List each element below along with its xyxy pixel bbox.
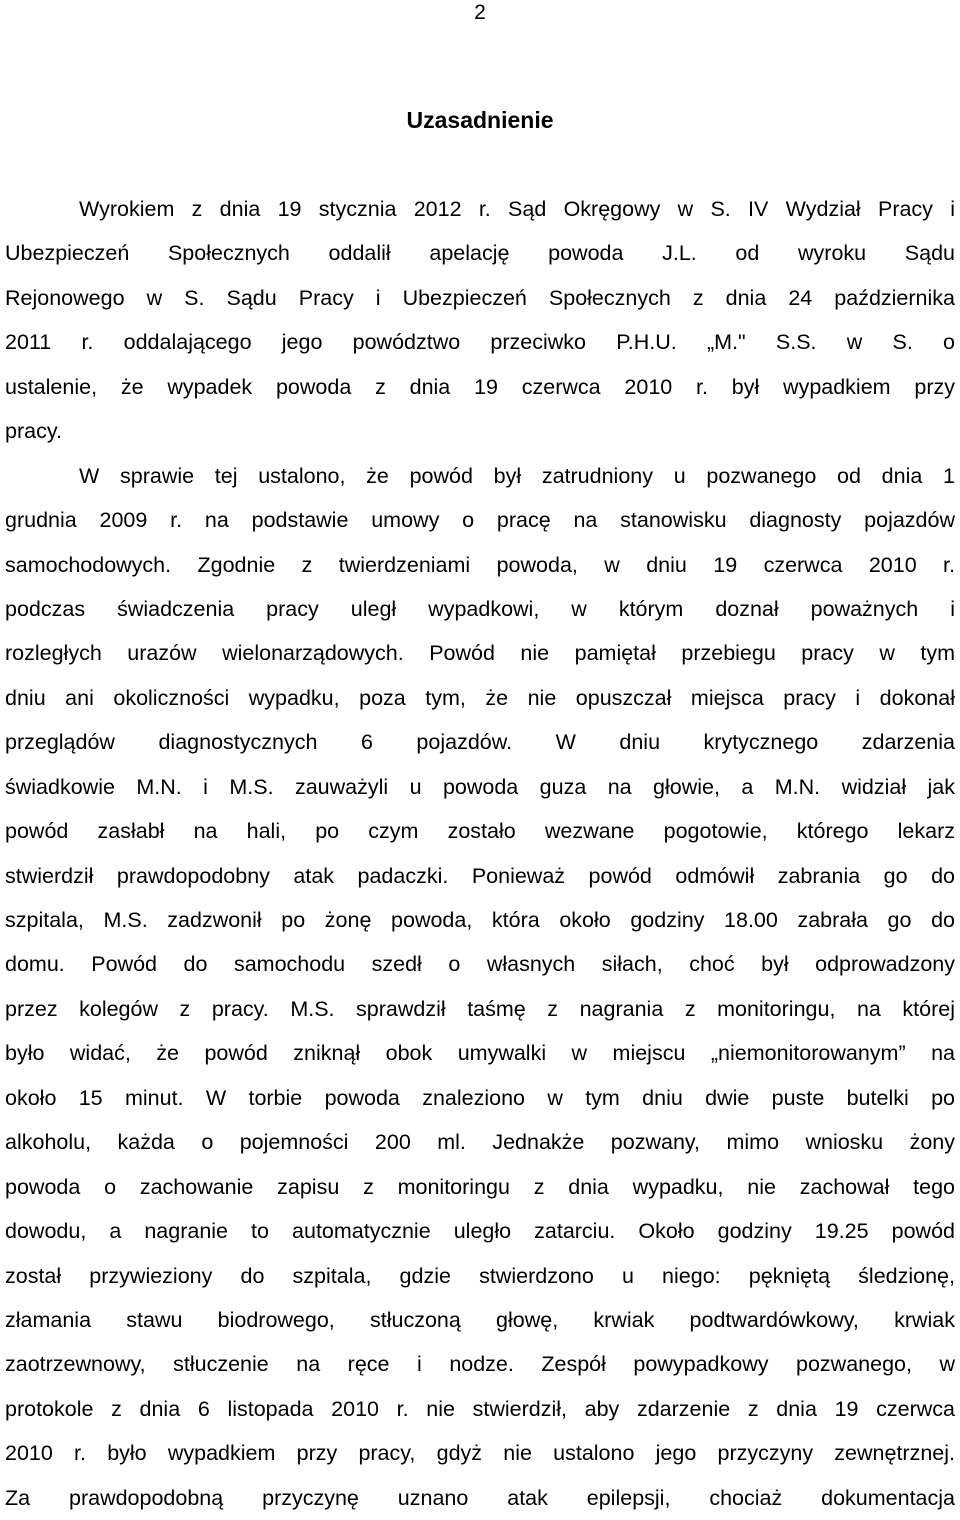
- text-line: Za prawdopodobną przyczynę uznano atak epilepsji, chociaż dokumentacja: [5, 1485, 955, 1510]
- text-line: samochodowych. Zgodnie z twierdzeniami powoda, w dniu 19 czerwca 2010 r.: [5, 552, 955, 577]
- text-line: domu. Powód do samochodu szedł o własnych siłach, choć był odprowadzony: [5, 952, 955, 977]
- text-line: Wyrokiem z dnia 19 stycznia 2012 r. Sąd Okręgowy w S. IV Wydział Pracy i: [79, 197, 955, 221]
- text-line: 2011 r. oddalającego jego powództwo przeciwko P.H.U. „M." S.S. w S. o: [5, 330, 955, 355]
- text-line: W sprawie tej ustalono, że powód był zatrudniony u pozwanego od dnia 1: [79, 463, 955, 488]
- body-text: [5, 187, 955, 1520]
- text-line: powód zasłabł na hali, po czym zostało wezwane pogotowie, którego lekarz: [5, 819, 955, 844]
- text-line: stwierdził prawdopodobny atak padaczki. Ponieważ powód odmówił zabrania go do: [5, 863, 955, 888]
- text-line: Rejonowego w S. Sądu Pracy i Ubezpieczeń Społecznych z dnia 24 października: [5, 285, 955, 310]
- text-line: rozległych urazów wielonarządowych. Powód nie pamiętał przebiegu pracy w tym: [5, 641, 955, 666]
- text-line: powoda o zachowanie zapisu z monitoringu z dnia wypadku, nie zachował tego: [5, 1174, 955, 1199]
- text-line: pracy.: [5, 419, 62, 444]
- text-line: przeglądów diagnostycznych 6 pojazdów. W dniu krytycznego zdarzenia: [5, 730, 955, 755]
- text-line: ustalenie, że wypadek powoda z dnia 19 czerwca 2010 r. był wypadkiem przy: [5, 374, 955, 399]
- text-line: protokole z dnia 6 listopada 2010 r. nie stwierdził, aby zdarzenie z dnia 19 czerwca: [5, 1396, 955, 1421]
- text-line: 2010 r. było wypadkiem przy pracy, gdyż nie ustalono jego przyczyny zewnętrznej.: [5, 1441, 955, 1466]
- text-line: dniu ani okoliczności wypadku, poza tym, że nie opuszczał miejsca pracy i dokonał: [5, 685, 955, 710]
- text-line: zaotrzewnowy, stłuczenie na ręce i nodze. Zespół powypadkowy pozwanego, w: [5, 1352, 955, 1377]
- text-line: było widać, że powód zniknął obok umywalki w miejscu „niemonitorowanym” na: [5, 1041, 955, 1066]
- page-number: 2: [474, 1, 486, 24]
- text-line: alkoholu, każda o pojemności 200 ml. Jednakże pozwany, mimo wniosku żony: [5, 1130, 955, 1155]
- text-line: dowodu, a nagranie to automatycznie uległo zatarciu. Około godziny 19.25 powód: [5, 1219, 955, 1244]
- text-line: Ubezpieczeń Społecznych oddalił apelację powoda J.L. od wyroku Sądu: [5, 241, 955, 266]
- text-line: podczas świadczenia pracy uległ wypadkowi, w którym doznał poważnych i: [5, 596, 955, 621]
- text-line: złamania stawu biodrowego, stłuczoną głowę, krwiak podtwardówkowy, krwiak: [5, 1307, 955, 1332]
- text-line: przez kolegów z pracy. M.S. sprawdził taśmę z nagrania z monitoringu, na której: [5, 996, 955, 1021]
- text-line: około 15 minut. W torbie powoda znaleziono w tym dniu dwie puste butelki po: [5, 1085, 955, 1110]
- text-line: grudnia 2009 r. na podstawie umowy o pracę na stanowisku diagnosty pojazdów: [5, 508, 955, 533]
- document-heading: Uzasadnienie: [406, 107, 554, 133]
- text-line: został przywieziony do szpitala, gdzie stwierdzono u niego: pękniętą śledzionę,: [5, 1263, 955, 1288]
- text-line: szpitala, M.S. zadzwonił po żonę powoda, która około godziny 18.00 zabrała go do: [5, 908, 955, 932]
- text-line: świadkowie M.N. i M.S. zauważyli u powoda guza na głowie, a M.N. widział jak: [5, 774, 955, 799]
